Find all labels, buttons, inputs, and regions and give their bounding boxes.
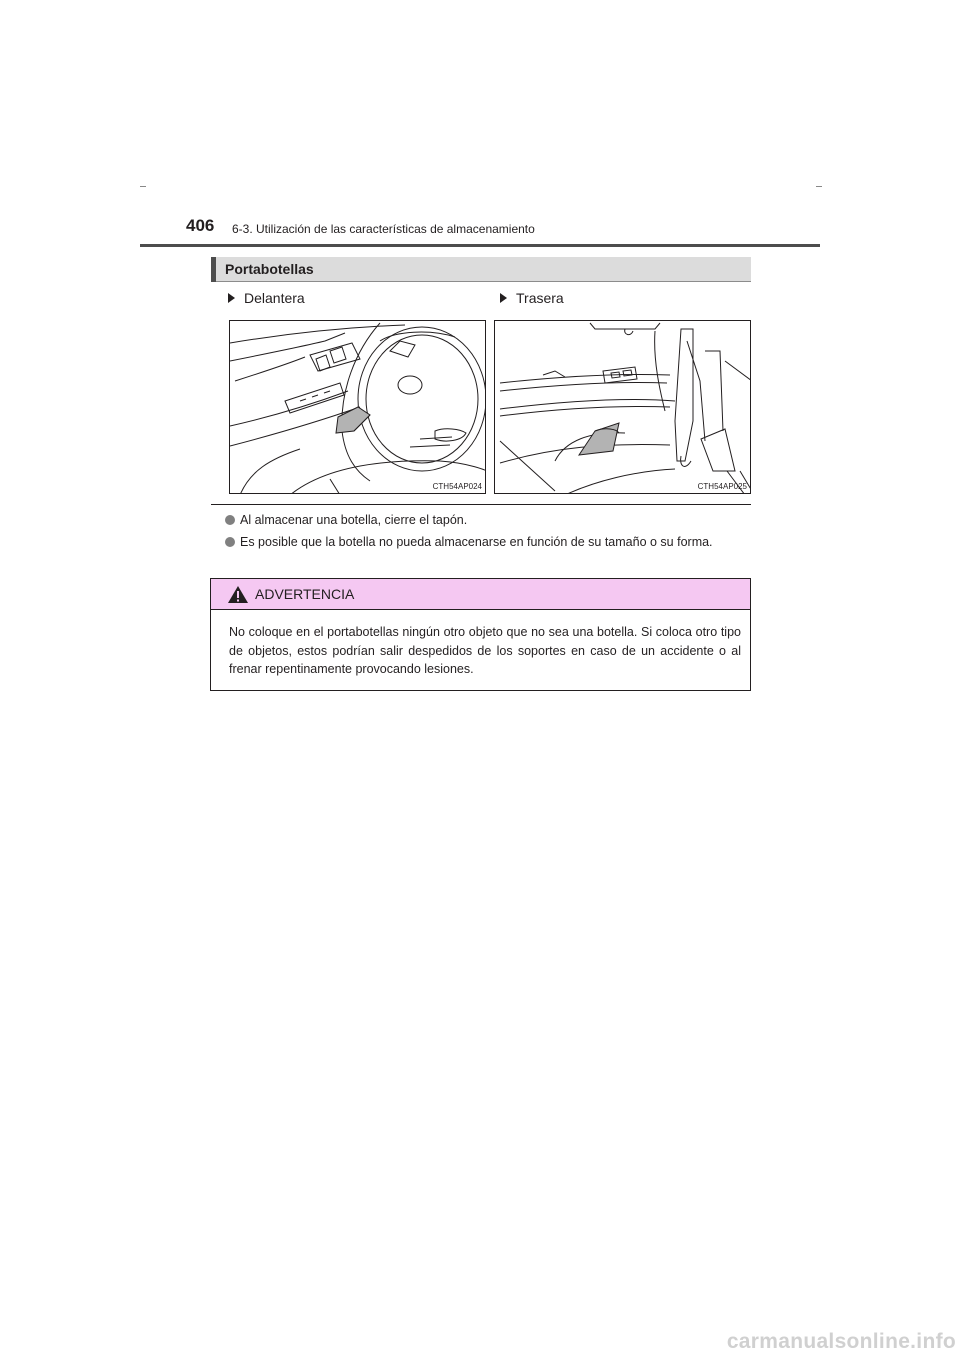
note-text-2: Es posible que la botella no pueda almacenarse en función de su tamaño o su forma. [240, 535, 713, 549]
section-heading-bar [211, 257, 751, 282]
section-divider [211, 504, 751, 505]
note-bullet-2 [225, 533, 751, 551]
crop-mark-right [816, 186, 822, 187]
note-bullet-1 [225, 511, 751, 529]
warning-box [210, 578, 751, 691]
figure-label-front-text: Delantera [244, 290, 305, 306]
triangle-bullet-icon [500, 293, 507, 303]
figure-label-rear-text: Trasera [516, 290, 564, 306]
bullet-dot-icon [225, 537, 235, 547]
figure-label-front [228, 290, 305, 306]
warning-text: No coloque en el portabotellas ningún otro objeto que no sea una botella. Si coloca otro tipo de objetos, estos podrían salir despedidos de los soportes en caso de un accidente o al frenar repentinamente provocando lesiones. [229, 625, 741, 676]
figure-label-rear [500, 290, 564, 306]
warning-header [211, 579, 750, 610]
header-rule [140, 244, 820, 247]
warning-title: ADVERTENCIA [255, 586, 355, 602]
crop-mark-left [140, 186, 146, 187]
front-door-drawing [230, 321, 486, 494]
figure-code-front: CTH54AP024 [432, 482, 482, 491]
illustration-rear [494, 320, 751, 494]
figure-code-rear: CTH54AP025 [697, 482, 747, 491]
page-number: 406 [186, 216, 215, 235]
section-title: Portabotellas [225, 261, 314, 277]
warning-triangle-icon [227, 585, 249, 604]
bullet-dot-icon [225, 515, 235, 525]
rear-door-drawing [495, 321, 751, 494]
section-accent [211, 257, 216, 282]
chapter-title: 6-3. Utilización de las características de almacenamiento [232, 222, 535, 236]
watermark: carmanualsonline.info [726, 1330, 956, 1353]
note-text-1: Al almacenar una botella, cierre el tapón. [240, 513, 468, 527]
triangle-bullet-icon [228, 293, 235, 303]
illustration-front [229, 320, 486, 494]
